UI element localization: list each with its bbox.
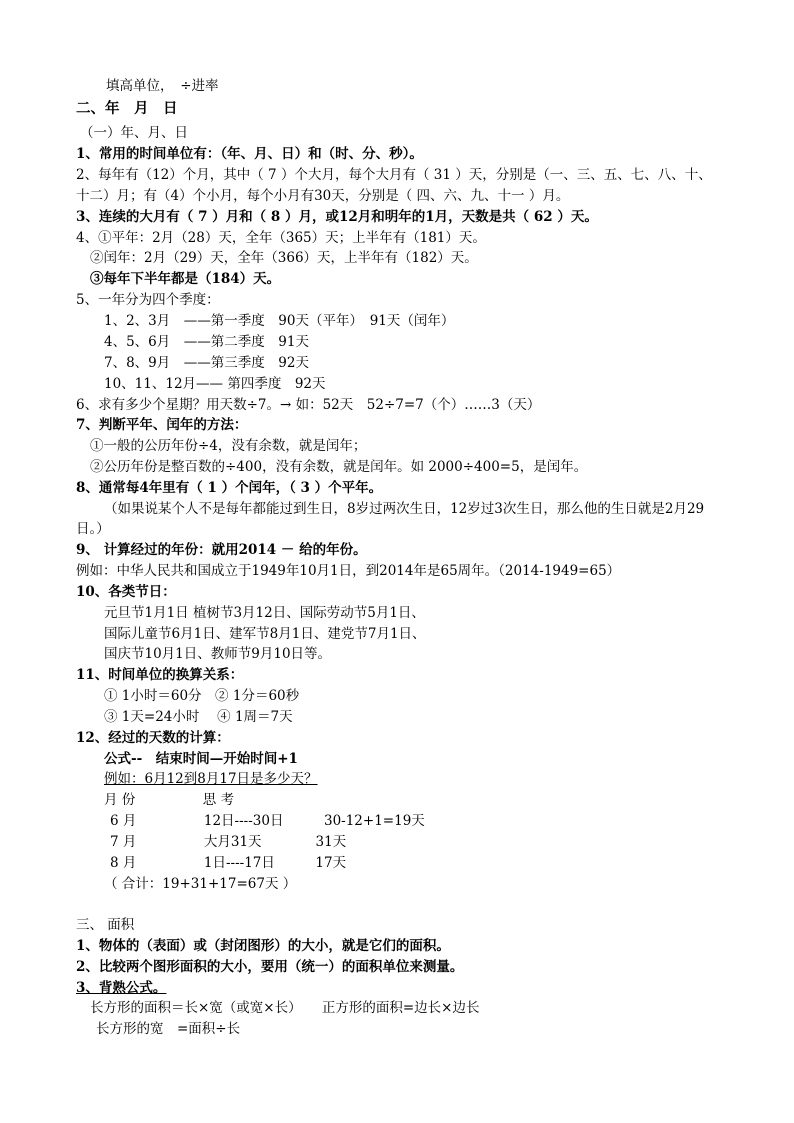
holidays-line2: 国际儿童节6月1日、建军节8月1日、建党节7月1日、 — [104, 626, 426, 642]
item-4-second-half: ③每年下半年都是（184）天。 — [90, 271, 281, 287]
conversion-line1: ① 1小时＝60分 ② 1分＝60秒 — [104, 688, 300, 704]
quarter-4: 10、11、12月—— 第四季度 92天 — [104, 376, 326, 392]
item-10: 10、各类节日： — [76, 584, 176, 600]
table-row-july: 7 月 大月31天 31天 — [110, 834, 347, 850]
item-9: 9、 计算经过的年份：就用2014 － 给的年份。 — [76, 542, 367, 558]
area-formula-2: 长方形的宽 =面积÷长 — [96, 1021, 241, 1037]
area-item-1: 1、物体的（表面）或（封闭图形）的大小，就是它们的面积。 — [76, 938, 450, 954]
section-heading-date: 二、年 月 日 — [76, 100, 178, 117]
item-12: 12、经过的天数的计算： — [76, 730, 230, 746]
item-4-leap-year: ②闰年：2月（29）天，全年（366）天，上半年有（182）天。 — [90, 250, 478, 266]
item-8-note-line2: 日。） — [76, 521, 110, 537]
holidays-line1: 元旦节1月1日 植树节3月12日、国际劳动节5月1日、 — [104, 605, 425, 621]
item-6: 6、求有多少个星期？用天数÷7。→ 如：52天 52÷7=7（个）……3（天） — [76, 397, 541, 413]
item-5: 5、一年分为四个季度： — [76, 292, 220, 308]
day-count-example: 例如：6月12到8月17日是多少天？ — [104, 771, 318, 787]
area-item-2: 2、比较两个图形面积的大小，要用（统一）的面积单位来测量。 — [76, 959, 464, 975]
item-1: 1、常用的时间单位有：（年、月、日）和（时、分、秒）。 — [76, 146, 423, 162]
leap-rule-2: ②公历年份是整百数的÷400，没有余数，就是闰年。如 2000÷400=5，是闰年。 — [90, 459, 588, 475]
table-header: 月 份 思 考 — [104, 792, 235, 808]
table-row-august: 8 月 1日----17日 17天 — [110, 855, 347, 871]
item-9-example: 例如：中华人民共和国成立于1949年10月1日，到2014年是65周年。（2014-1949=65） — [76, 563, 621, 579]
quarter-1: 1、2、3月 ——第一季度 90天（平年） 91天（闰年） — [104, 313, 455, 329]
formula: 公式-- 结束时间—开始时间+1 — [104, 751, 298, 767]
item-3: 3、连续的大月有（ 7 ）月和（ 8 ）月，或12月和明年的1月，天数是共（ 62 ）天。 — [76, 209, 598, 225]
area-item-3: 3、背熟公式。 — [76, 980, 167, 996]
item-2-line2: 十二）月；有（4）个小月，每个小月有30天，分别是（ 四、六、九、十一 ）月。 — [76, 188, 570, 204]
table-row-june: 6 月 12日----30日 30-12+1=19天 — [110, 813, 425, 829]
table-total: （ 合计：19+31+17=67天 ） — [104, 876, 297, 892]
item-4-common-year: 4、①平年：2月（28）天，全年（365）天；上半年有（181）天。 — [76, 230, 486, 246]
leap-rule-1: ①一般的公历年份÷4，没有余数，就是闰年； — [90, 438, 367, 454]
item-2-line1: 2、每年有（12）个月，其中（ 7 ）个大月，每个大月有（ 31 ）天，分别是（一、三、五、七、八、十、 — [76, 167, 712, 183]
area-formula-1: 长方形的面积＝长×宽（或宽×长） 正方形的面积=边长×边长 — [90, 1000, 480, 1016]
quarter-3: 7、8、9月 ——第三季度 92天 — [104, 355, 309, 371]
section-heading-area: 三、 面积 — [76, 917, 135, 933]
item-8: 8、通常每4年里有（ 1 ）个闰年，（ 3 ）个平年。 — [76, 480, 383, 496]
quarter-2: 4、5、6月 ——第二季度 91天 — [104, 334, 309, 350]
conversion-line2: ③ 1天=24小时 ④ 1周＝7天 — [104, 709, 293, 725]
item-7: 7、判断平年、闰年的方法： — [76, 417, 248, 433]
item-8-note-line1: （如果说某个人不是每年都能过到生日，8岁过两次生日，12岁过3次生日，那么他的生日就是2月29 — [104, 501, 705, 517]
item-11: 11、时间单位的换算关系： — [76, 667, 244, 683]
subsection-heading: （一）年、月、日 — [80, 125, 188, 141]
holidays-line3: 国庆节10月1日、教师节9月10日等。 — [104, 646, 332, 662]
line-fill-higher-unit: 填高单位， ÷进率 — [106, 78, 219, 94]
